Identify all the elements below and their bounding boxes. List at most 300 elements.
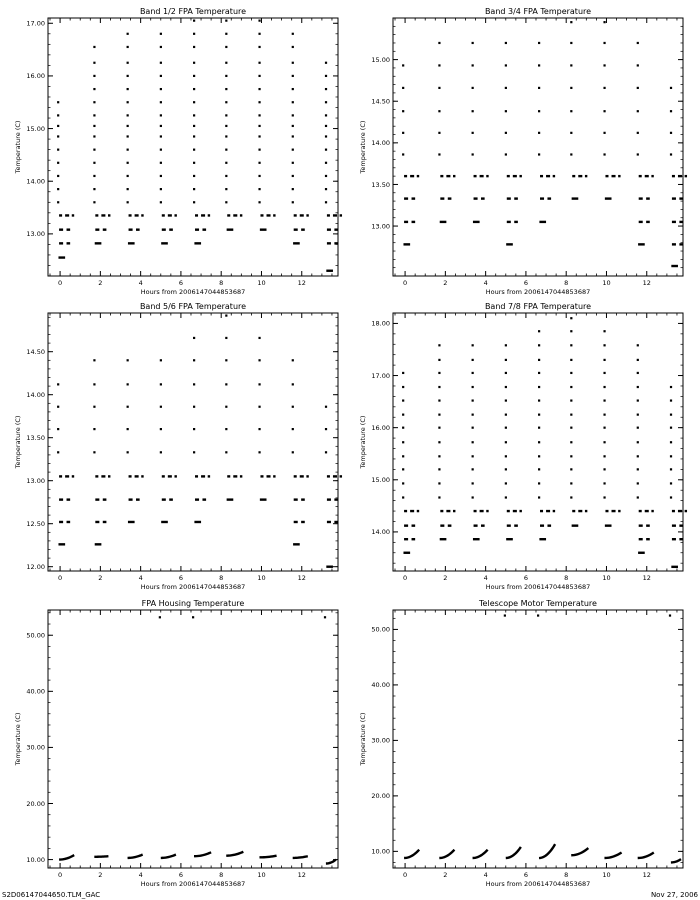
data-point bbox=[160, 75, 162, 77]
y-axis-label: Temperature (C) bbox=[359, 712, 367, 766]
y-tick-label: 50.00 bbox=[26, 631, 45, 640]
x-axis-label: Hours from 2006147044853687 bbox=[140, 880, 246, 888]
data-point bbox=[514, 524, 518, 526]
data-point bbox=[103, 521, 107, 523]
data-point bbox=[639, 510, 642, 512]
data-point bbox=[472, 132, 474, 134]
data-segment bbox=[226, 852, 243, 856]
data-point bbox=[193, 149, 195, 151]
data-point bbox=[670, 399, 672, 401]
data-point bbox=[651, 510, 653, 512]
data-point bbox=[670, 496, 672, 498]
data-point bbox=[292, 46, 294, 48]
data-point bbox=[486, 510, 488, 512]
data-point bbox=[325, 188, 327, 190]
data-point bbox=[404, 524, 408, 526]
data-point bbox=[572, 175, 575, 177]
data-point bbox=[507, 175, 510, 177]
data-point bbox=[93, 162, 95, 164]
data-point bbox=[162, 214, 165, 216]
data-point bbox=[570, 132, 572, 134]
data-point bbox=[160, 162, 162, 164]
data-point bbox=[193, 62, 195, 64]
data-point bbox=[193, 359, 195, 361]
data-point bbox=[603, 496, 605, 498]
data-point bbox=[327, 498, 331, 500]
data-point bbox=[292, 114, 294, 116]
data-point bbox=[293, 543, 300, 545]
data-point bbox=[440, 221, 447, 223]
data-point bbox=[227, 214, 230, 216]
data-point bbox=[258, 428, 260, 430]
data-point bbox=[637, 427, 639, 429]
data-point bbox=[267, 475, 271, 477]
data-point bbox=[57, 135, 59, 137]
data-point bbox=[65, 475, 69, 477]
data-point bbox=[645, 510, 649, 512]
y-tick-label: 14.00 bbox=[371, 528, 390, 537]
data-point bbox=[538, 468, 540, 470]
data-point bbox=[225, 359, 227, 361]
data-point bbox=[538, 455, 540, 457]
data-point bbox=[57, 149, 59, 151]
data-point bbox=[141, 214, 143, 216]
x-axis-label: Hours from 2006147044853687 bbox=[140, 288, 246, 296]
data-point bbox=[637, 42, 639, 44]
data-point bbox=[672, 197, 676, 199]
y-tick-label: 20.00 bbox=[26, 799, 45, 808]
data-point bbox=[685, 510, 687, 512]
chart-title: Band 5/6 FPA Temperature bbox=[139, 302, 247, 311]
data-point bbox=[570, 317, 572, 319]
data-point bbox=[513, 510, 517, 512]
data-point bbox=[474, 524, 478, 526]
data-point bbox=[160, 451, 162, 453]
data-point bbox=[193, 188, 195, 190]
data-point bbox=[58, 543, 65, 545]
data-point bbox=[646, 221, 650, 223]
data-point bbox=[505, 42, 507, 44]
data-point bbox=[440, 197, 444, 199]
y-tick-label: 40.00 bbox=[26, 687, 45, 696]
data-segment bbox=[94, 856, 108, 857]
x-tick-label: 4 bbox=[483, 574, 488, 582]
data-point bbox=[438, 344, 440, 346]
data-point bbox=[538, 132, 540, 134]
data-point bbox=[306, 214, 308, 216]
data-segment bbox=[194, 852, 211, 856]
data-point bbox=[225, 201, 227, 203]
data-point bbox=[258, 162, 260, 164]
data-point bbox=[412, 221, 416, 223]
y-tick-label: 14.00 bbox=[371, 139, 390, 148]
data-point bbox=[472, 110, 474, 112]
data-point bbox=[193, 88, 195, 90]
data-point bbox=[193, 201, 195, 203]
y-axis-label: Temperature (C) bbox=[14, 415, 22, 469]
data-point bbox=[670, 132, 672, 134]
data-point bbox=[258, 175, 260, 177]
data-point bbox=[258, 114, 260, 116]
data-point bbox=[412, 538, 416, 540]
data-point bbox=[72, 475, 74, 477]
data-point bbox=[292, 33, 294, 35]
data-point bbox=[160, 33, 162, 35]
data-point bbox=[57, 125, 59, 127]
data-point bbox=[637, 110, 639, 112]
data-point bbox=[57, 406, 59, 408]
data-point bbox=[292, 201, 294, 203]
data-point bbox=[402, 427, 404, 429]
data-point bbox=[670, 87, 672, 89]
data-segment bbox=[259, 856, 276, 858]
data-point bbox=[225, 135, 227, 137]
data-point bbox=[473, 538, 480, 540]
data-point bbox=[325, 428, 327, 430]
data-point bbox=[327, 521, 331, 523]
x-tick-label: 12 bbox=[642, 279, 651, 287]
chart-title: Telescope Motor Temperature bbox=[479, 599, 597, 608]
data-point bbox=[472, 427, 474, 429]
data-point bbox=[669, 614, 671, 616]
data-point bbox=[225, 162, 227, 164]
data-point bbox=[127, 162, 129, 164]
data-point bbox=[481, 524, 485, 526]
data-point bbox=[505, 496, 507, 498]
data-point bbox=[546, 510, 550, 512]
data-point bbox=[603, 87, 605, 89]
x-tick-label: 8 bbox=[219, 279, 224, 287]
data-point bbox=[438, 42, 440, 44]
data-point bbox=[260, 214, 263, 216]
y-tick-label: 13.00 bbox=[26, 477, 45, 485]
x-tick-label: 2 bbox=[443, 871, 448, 879]
x-tick-label: 10 bbox=[257, 871, 266, 879]
data-point bbox=[301, 498, 305, 500]
data-point bbox=[618, 175, 620, 177]
data-point bbox=[639, 538, 643, 540]
data-point bbox=[93, 75, 95, 77]
data-point bbox=[638, 552, 645, 554]
data-point bbox=[193, 20, 195, 22]
data-point bbox=[193, 175, 195, 177]
data-point bbox=[570, 359, 572, 361]
x-tick-label: 4 bbox=[483, 279, 488, 287]
data-point bbox=[93, 175, 95, 177]
x-tick-label: 0 bbox=[58, 871, 63, 879]
data-point bbox=[306, 475, 308, 477]
data-point bbox=[679, 243, 683, 245]
data-point bbox=[95, 521, 99, 523]
data-point bbox=[160, 188, 162, 190]
data-point bbox=[438, 386, 440, 388]
data-point bbox=[67, 228, 71, 230]
data-point bbox=[402, 496, 404, 498]
data-point bbox=[327, 228, 331, 230]
data-point bbox=[472, 399, 474, 401]
data-point bbox=[225, 337, 227, 339]
x-tick-label: 8 bbox=[219, 574, 224, 582]
data-point bbox=[540, 510, 543, 512]
data-point bbox=[93, 188, 95, 190]
data-point bbox=[570, 427, 572, 429]
data-point bbox=[448, 197, 452, 199]
data-point bbox=[404, 510, 407, 512]
data-point bbox=[72, 214, 74, 216]
data-point bbox=[514, 197, 518, 199]
data-point bbox=[292, 188, 294, 190]
data-point bbox=[679, 197, 683, 199]
data-point bbox=[258, 62, 260, 64]
data-point bbox=[325, 149, 327, 151]
data-point bbox=[570, 482, 572, 484]
data-point bbox=[300, 475, 304, 477]
data-point bbox=[403, 243, 410, 245]
data-point bbox=[193, 383, 195, 385]
data-point bbox=[603, 21, 605, 23]
x-tick-label: 4 bbox=[138, 871, 143, 879]
data-point bbox=[670, 153, 672, 155]
data-point bbox=[59, 228, 63, 230]
data-point bbox=[505, 87, 507, 89]
data-point bbox=[225, 46, 227, 48]
data-point bbox=[168, 475, 172, 477]
data-point bbox=[538, 110, 540, 112]
data-point bbox=[160, 114, 162, 116]
data-point bbox=[670, 441, 672, 443]
data-point bbox=[160, 406, 162, 408]
data-point bbox=[193, 46, 195, 48]
data-point bbox=[472, 153, 474, 155]
data-point bbox=[637, 399, 639, 401]
data-point bbox=[572, 524, 579, 526]
data-point bbox=[169, 498, 173, 500]
x-tick-label: 2 bbox=[443, 574, 448, 582]
data-point bbox=[161, 242, 168, 244]
data-point bbox=[325, 406, 327, 408]
data-point bbox=[225, 114, 227, 116]
data-point bbox=[194, 521, 201, 523]
data-point bbox=[453, 510, 455, 512]
data-point bbox=[570, 386, 572, 388]
data-point bbox=[294, 214, 297, 216]
data-point bbox=[505, 482, 507, 484]
data-point bbox=[603, 42, 605, 44]
data-point bbox=[202, 498, 206, 500]
data-point bbox=[195, 498, 199, 500]
data-point bbox=[410, 510, 414, 512]
data-point bbox=[103, 228, 107, 230]
data-point bbox=[225, 149, 227, 151]
data-point bbox=[292, 383, 294, 385]
data-point bbox=[325, 135, 327, 137]
data-point bbox=[448, 524, 452, 526]
data-point bbox=[95, 543, 102, 545]
data-point bbox=[472, 372, 474, 374]
data-point bbox=[193, 75, 195, 77]
data-point bbox=[327, 242, 331, 244]
data-point bbox=[507, 510, 510, 512]
data-point bbox=[472, 64, 474, 66]
data-point bbox=[570, 441, 572, 443]
data-point bbox=[127, 62, 129, 64]
data-point bbox=[513, 175, 517, 177]
data-point bbox=[637, 386, 639, 388]
data-point bbox=[671, 566, 678, 568]
data-point bbox=[473, 221, 480, 223]
data-segment bbox=[473, 850, 488, 858]
data-point bbox=[160, 125, 162, 127]
data-points bbox=[59, 616, 336, 863]
data-point bbox=[334, 498, 338, 500]
x-tick-label: 2 bbox=[98, 574, 103, 582]
data-point bbox=[225, 101, 227, 103]
data-point bbox=[637, 496, 639, 498]
data-point bbox=[160, 175, 162, 177]
data-point bbox=[438, 414, 440, 416]
data-point bbox=[472, 441, 474, 443]
data-point bbox=[678, 510, 682, 512]
data-point bbox=[514, 221, 518, 223]
data-point bbox=[639, 221, 643, 223]
data-point bbox=[292, 406, 294, 408]
data-point bbox=[160, 383, 162, 385]
data-point bbox=[127, 75, 129, 77]
data-point bbox=[670, 427, 672, 429]
data-point bbox=[93, 46, 95, 48]
data-point bbox=[603, 64, 605, 66]
data-point bbox=[438, 468, 440, 470]
data-point bbox=[57, 201, 59, 203]
plot-frame bbox=[48, 313, 338, 571]
chart-panel-5 bbox=[14, 599, 338, 888]
data-point bbox=[603, 359, 605, 361]
data-point bbox=[294, 521, 298, 523]
data-segment bbox=[293, 856, 308, 858]
plot-frame bbox=[48, 610, 338, 868]
data-point bbox=[585, 175, 587, 177]
data-point bbox=[474, 175, 477, 177]
y-tick-label: 15.00 bbox=[371, 476, 390, 485]
data-segment bbox=[161, 855, 176, 858]
data-point bbox=[95, 242, 102, 244]
data-point bbox=[292, 101, 294, 103]
data-point bbox=[438, 372, 440, 374]
data-point bbox=[240, 214, 242, 216]
data-point bbox=[637, 64, 639, 66]
data-point bbox=[127, 149, 129, 151]
data-point bbox=[334, 228, 338, 230]
data-point bbox=[225, 188, 227, 190]
y-tick-label: 15.00 bbox=[371, 55, 390, 64]
data-point bbox=[446, 175, 450, 177]
data-point bbox=[300, 214, 304, 216]
y-tick-label: 17.00 bbox=[26, 19, 45, 28]
data-point bbox=[225, 406, 227, 408]
y-tick-label: 17.00 bbox=[371, 371, 390, 380]
data-point bbox=[325, 75, 327, 77]
data-point bbox=[127, 383, 129, 385]
y-tick-label: 12.00 bbox=[26, 563, 45, 571]
data-point bbox=[195, 228, 199, 230]
data-point bbox=[440, 510, 443, 512]
data-point bbox=[570, 21, 572, 23]
data-point bbox=[95, 475, 98, 477]
y-tick-label: 13.00 bbox=[26, 230, 45, 239]
y-tick-label: 14.00 bbox=[26, 177, 45, 186]
plot-frame bbox=[393, 610, 683, 868]
data-point bbox=[507, 221, 511, 223]
data-point bbox=[603, 330, 605, 332]
data-point bbox=[128, 521, 135, 523]
data-point bbox=[404, 538, 408, 540]
x-tick-label: 0 bbox=[403, 871, 408, 879]
data-point bbox=[504, 614, 506, 616]
data-point bbox=[334, 521, 338, 523]
data-point bbox=[340, 214, 342, 216]
data-point bbox=[129, 498, 133, 500]
data-point bbox=[585, 510, 587, 512]
chart-panel-2 bbox=[359, 7, 687, 296]
data-point bbox=[618, 510, 620, 512]
data-point bbox=[570, 330, 572, 332]
data-point bbox=[127, 201, 129, 203]
data-point bbox=[538, 330, 540, 332]
data-point bbox=[539, 538, 546, 540]
data-point bbox=[570, 455, 572, 457]
data-point bbox=[67, 521, 71, 523]
data-point bbox=[258, 135, 260, 137]
data-point bbox=[678, 175, 682, 177]
data-point bbox=[227, 228, 234, 230]
data-point bbox=[481, 197, 485, 199]
data-point bbox=[679, 524, 683, 526]
data-point bbox=[258, 359, 260, 361]
data-point bbox=[507, 524, 511, 526]
data-point bbox=[333, 214, 337, 216]
data-point bbox=[474, 197, 478, 199]
data-point bbox=[410, 175, 414, 177]
data-point bbox=[225, 175, 227, 177]
y-axis-label: Temperature (C) bbox=[359, 415, 367, 469]
data-point bbox=[95, 498, 99, 500]
data-point bbox=[645, 175, 649, 177]
data-point bbox=[553, 175, 555, 177]
data-point bbox=[267, 214, 271, 216]
data-point bbox=[227, 498, 234, 500]
x-tick-label: 8 bbox=[219, 871, 224, 879]
data-point bbox=[258, 383, 260, 385]
data-point bbox=[201, 214, 205, 216]
x-tick-label: 0 bbox=[58, 574, 63, 582]
data-point bbox=[57, 188, 59, 190]
chart-panel-1 bbox=[14, 7, 342, 296]
data-point bbox=[672, 175, 675, 177]
data-point bbox=[570, 87, 572, 89]
data-segment bbox=[506, 847, 521, 858]
data-point bbox=[547, 524, 551, 526]
data-point bbox=[404, 221, 408, 223]
data-point bbox=[605, 510, 608, 512]
data-point bbox=[160, 135, 162, 137]
chart-title: Band 3/4 FPA Temperature bbox=[484, 7, 592, 16]
data-point bbox=[402, 87, 404, 89]
data-point bbox=[208, 475, 210, 477]
data-point bbox=[225, 88, 227, 90]
y-tick-label: 13.00 bbox=[371, 222, 390, 231]
data-point bbox=[438, 110, 440, 112]
data-point bbox=[340, 475, 342, 477]
